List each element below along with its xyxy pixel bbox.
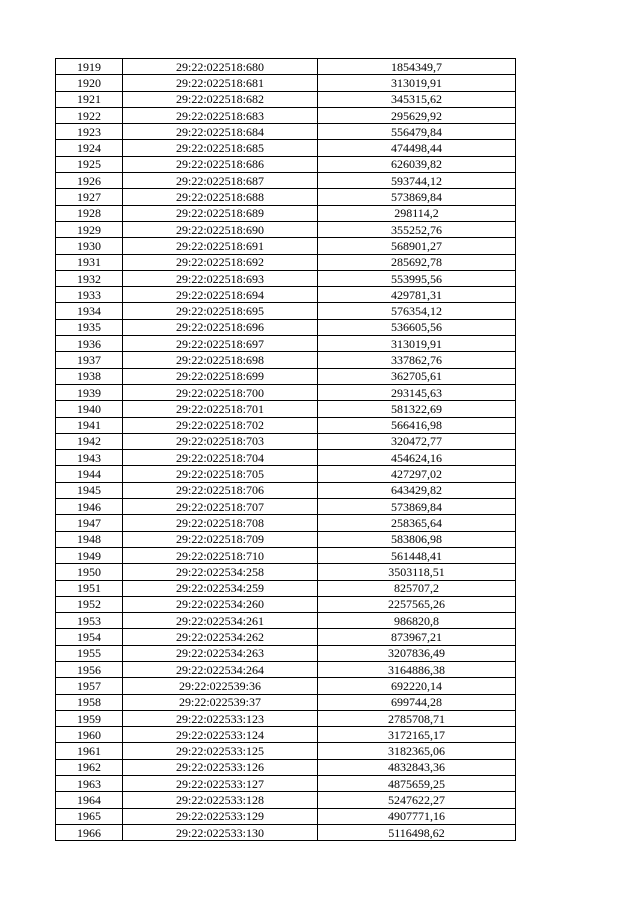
cadastral-number-cell: 29:22:022518:707 — [123, 499, 318, 515]
value-cell: 626039,82 — [318, 156, 516, 172]
cadastral-number-cell: 29:22:022518:701 — [123, 401, 318, 417]
row-number-cell: 1949 — [56, 547, 123, 563]
cadastral-number-cell: 29:22:022534:260 — [123, 596, 318, 612]
table-row — [56, 808, 516, 824]
row-number-cell: 1941 — [56, 417, 123, 433]
table-row — [56, 384, 516, 400]
row-number-cell: 1953 — [56, 613, 123, 629]
row-number-cell: 1944 — [56, 466, 123, 482]
cadastral-value-table — [55, 58, 516, 841]
value-cell: 258365,64 — [318, 515, 516, 531]
row-number-cell: 1924 — [56, 140, 123, 156]
value-cell: 825707,2 — [318, 580, 516, 596]
value-cell: 873967,21 — [318, 629, 516, 645]
cadastral-number-cell: 29:22:022533:129 — [123, 808, 318, 824]
table-row — [56, 466, 516, 482]
cadastral-number-cell: 29:22:022534:262 — [123, 629, 318, 645]
table-row — [56, 433, 516, 449]
table-row — [56, 792, 516, 808]
table-row — [56, 287, 516, 303]
value-cell: 5247622,27 — [318, 792, 516, 808]
cadastral-number-cell: 29:22:022533:128 — [123, 792, 318, 808]
table-row — [56, 156, 516, 172]
cadastral-number-cell: 29:22:022518:709 — [123, 531, 318, 547]
table-row — [56, 547, 516, 563]
cadastral-number-cell: 29:22:022518:690 — [123, 221, 318, 237]
cadastral-number-cell: 29:22:022533:124 — [123, 727, 318, 743]
cadastral-number-cell: 29:22:022518:704 — [123, 450, 318, 466]
row-number-cell: 1921 — [56, 91, 123, 107]
cadastral-number-cell: 29:22:022534:259 — [123, 580, 318, 596]
table-row — [56, 189, 516, 205]
value-cell: 576354,12 — [318, 303, 516, 319]
value-cell: 2785708,71 — [318, 710, 516, 726]
value-cell: 553995,56 — [318, 270, 516, 286]
cadastral-number-cell: 29:22:022518:689 — [123, 205, 318, 221]
table-row — [56, 75, 516, 91]
value-cell: 3172165,17 — [318, 727, 516, 743]
row-number-cell: 1932 — [56, 270, 123, 286]
table-row — [56, 91, 516, 107]
value-cell: 295629,92 — [318, 107, 516, 123]
row-number-cell: 1931 — [56, 254, 123, 270]
row-number-cell: 1938 — [56, 368, 123, 384]
cadastral-number-cell: 29:22:022518:700 — [123, 384, 318, 400]
row-number-cell: 1950 — [56, 564, 123, 580]
row-number-cell: 1934 — [56, 303, 123, 319]
cadastral-number-cell: 29:22:022518:687 — [123, 173, 318, 189]
row-number-cell: 1964 — [56, 792, 123, 808]
cadastral-number-cell: 29:22:022518:692 — [123, 254, 318, 270]
cadastral-number-cell: 29:22:022518:699 — [123, 368, 318, 384]
row-number-cell: 1929 — [56, 221, 123, 237]
row-number-cell: 1943 — [56, 450, 123, 466]
value-cell: 3207836,49 — [318, 645, 516, 661]
table-row — [56, 368, 516, 384]
table-row — [56, 238, 516, 254]
value-cell: 573869,84 — [318, 499, 516, 515]
cadastral-number-cell: 29:22:022518:684 — [123, 124, 318, 140]
value-cell: 362705,61 — [318, 368, 516, 384]
value-cell: 699744,28 — [318, 694, 516, 710]
cadastral-number-cell: 29:22:022534:263 — [123, 645, 318, 661]
cadastral-number-cell: 29:22:022539:37 — [123, 694, 318, 710]
value-cell: 454624,16 — [318, 450, 516, 466]
row-number-cell: 1955 — [56, 645, 123, 661]
table-row — [56, 759, 516, 775]
table-row — [56, 727, 516, 743]
cadastral-number-cell: 29:22:022534:258 — [123, 564, 318, 580]
cadastral-number-cell: 29:22:022518:688 — [123, 189, 318, 205]
row-number-cell: 1925 — [56, 156, 123, 172]
row-number-cell: 1958 — [56, 694, 123, 710]
cadastral-number-cell: 29:22:022518:683 — [123, 107, 318, 123]
cadastral-number-cell: 29:22:022518:681 — [123, 75, 318, 91]
value-cell: 986820,8 — [318, 613, 516, 629]
cadastral-number-cell: 29:22:022534:261 — [123, 613, 318, 629]
table-row — [56, 776, 516, 792]
value-cell: 5116498,62 — [318, 824, 516, 840]
row-number-cell: 1923 — [56, 124, 123, 140]
value-cell: 566416,98 — [318, 417, 516, 433]
row-number-cell: 1946 — [56, 499, 123, 515]
row-number-cell: 1937 — [56, 352, 123, 368]
cadastral-number-cell: 29:22:022518:680 — [123, 59, 318, 75]
table-row — [56, 205, 516, 221]
table-row — [56, 743, 516, 759]
cadastral-number-cell: 29:22:022533:123 — [123, 710, 318, 726]
table-row — [56, 140, 516, 156]
table-row — [56, 613, 516, 629]
cadastral-number-cell: 29:22:022518:685 — [123, 140, 318, 156]
table-row — [56, 254, 516, 270]
row-number-cell: 1965 — [56, 808, 123, 824]
row-number-cell: 1961 — [56, 743, 123, 759]
table-row — [56, 580, 516, 596]
table-row — [56, 450, 516, 466]
row-number-cell: 1960 — [56, 727, 123, 743]
table-body — [56, 59, 516, 841]
cadastral-number-cell: 29:22:022518:702 — [123, 417, 318, 433]
row-number-cell: 1919 — [56, 59, 123, 75]
value-cell: 573869,84 — [318, 189, 516, 205]
value-cell: 4875659,25 — [318, 776, 516, 792]
value-cell: 429781,31 — [318, 287, 516, 303]
cadastral-number-cell: 29:22:022518:698 — [123, 352, 318, 368]
cadastral-number-cell: 29:22:022533:127 — [123, 776, 318, 792]
value-cell: 581322,69 — [318, 401, 516, 417]
row-number-cell: 1920 — [56, 75, 123, 91]
table-row — [56, 270, 516, 286]
cadastral-number-cell: 29:22:022518:705 — [123, 466, 318, 482]
table-row — [56, 417, 516, 433]
table-row — [56, 824, 516, 840]
table-row — [56, 645, 516, 661]
row-number-cell: 1939 — [56, 384, 123, 400]
row-number-cell: 1935 — [56, 319, 123, 335]
row-number-cell: 1933 — [56, 287, 123, 303]
value-cell: 4907771,16 — [318, 808, 516, 824]
cadastral-number-cell: 29:22:022518:693 — [123, 270, 318, 286]
table-row — [56, 107, 516, 123]
value-cell: 536605,56 — [318, 319, 516, 335]
row-number-cell: 1936 — [56, 336, 123, 352]
table-row — [56, 482, 516, 498]
value-cell: 313019,91 — [318, 75, 516, 91]
cadastral-number-cell: 29:22:022518:682 — [123, 91, 318, 107]
value-cell: 2257565,26 — [318, 596, 516, 612]
cadastral-number-cell: 29:22:022533:130 — [123, 824, 318, 840]
table-row — [56, 124, 516, 140]
row-number-cell: 1956 — [56, 661, 123, 677]
row-number-cell: 1966 — [56, 824, 123, 840]
value-cell: 427297,02 — [318, 466, 516, 482]
cadastral-number-cell: 29:22:022518:703 — [123, 433, 318, 449]
table-row — [56, 499, 516, 515]
value-cell: 4832843,36 — [318, 759, 516, 775]
value-cell: 561448,41 — [318, 547, 516, 563]
row-number-cell: 1942 — [56, 433, 123, 449]
value-cell: 593744,12 — [318, 173, 516, 189]
table-row — [56, 336, 516, 352]
row-number-cell: 1947 — [56, 515, 123, 531]
value-cell: 3164886,38 — [318, 661, 516, 677]
table-row — [56, 221, 516, 237]
table-row — [56, 303, 516, 319]
value-cell: 3182365,06 — [318, 743, 516, 759]
cadastral-number-cell: 29:22:022539:36 — [123, 678, 318, 694]
row-number-cell: 1954 — [56, 629, 123, 645]
table-row — [56, 564, 516, 580]
cadastral-number-cell: 29:22:022518:696 — [123, 319, 318, 335]
row-number-cell: 1951 — [56, 580, 123, 596]
value-cell: 298114,2 — [318, 205, 516, 221]
row-number-cell: 1952 — [56, 596, 123, 612]
table-row — [56, 596, 516, 612]
value-cell: 355252,76 — [318, 221, 516, 237]
row-number-cell: 1928 — [56, 205, 123, 221]
row-number-cell: 1959 — [56, 710, 123, 726]
row-number-cell: 1963 — [56, 776, 123, 792]
row-number-cell: 1948 — [56, 531, 123, 547]
value-cell: 320472,77 — [318, 433, 516, 449]
table-row — [56, 531, 516, 547]
table-row — [56, 59, 516, 75]
row-number-cell: 1957 — [56, 678, 123, 694]
value-cell: 474498,44 — [318, 140, 516, 156]
value-cell: 285692,78 — [318, 254, 516, 270]
cadastral-number-cell: 29:22:022518:710 — [123, 547, 318, 563]
value-cell: 337862,76 — [318, 352, 516, 368]
table-row — [56, 694, 516, 710]
table-row — [56, 678, 516, 694]
cadastral-number-cell: 29:22:022533:126 — [123, 759, 318, 775]
cadastral-number-cell: 29:22:022518:691 — [123, 238, 318, 254]
value-cell: 583806,98 — [318, 531, 516, 547]
value-cell: 556479,84 — [318, 124, 516, 140]
table-row — [56, 710, 516, 726]
table-row — [56, 319, 516, 335]
cadastral-number-cell: 29:22:022518:686 — [123, 156, 318, 172]
cadastral-number-cell: 29:22:022518:697 — [123, 336, 318, 352]
cadastral-number-cell: 29:22:022534:264 — [123, 661, 318, 677]
row-number-cell: 1927 — [56, 189, 123, 205]
cadastral-number-cell: 29:22:022533:125 — [123, 743, 318, 759]
value-cell: 643429,82 — [318, 482, 516, 498]
value-cell: 293145,63 — [318, 384, 516, 400]
value-cell: 3503118,51 — [318, 564, 516, 580]
cadastral-number-cell: 29:22:022518:695 — [123, 303, 318, 319]
row-number-cell: 1930 — [56, 238, 123, 254]
row-number-cell: 1922 — [56, 107, 123, 123]
value-cell: 692220,14 — [318, 678, 516, 694]
value-cell: 313019,91 — [318, 336, 516, 352]
table-row — [56, 352, 516, 368]
table-row — [56, 661, 516, 677]
table-row — [56, 515, 516, 531]
value-cell: 1854349,7 — [318, 59, 516, 75]
row-number-cell: 1926 — [56, 173, 123, 189]
value-cell: 568901,27 — [318, 238, 516, 254]
cadastral-number-cell: 29:22:022518:706 — [123, 482, 318, 498]
cadastral-number-cell: 29:22:022518:694 — [123, 287, 318, 303]
table-row — [56, 401, 516, 417]
table-row — [56, 629, 516, 645]
row-number-cell: 1962 — [56, 759, 123, 775]
cadastral-number-cell: 29:22:022518:708 — [123, 515, 318, 531]
row-number-cell: 1940 — [56, 401, 123, 417]
row-number-cell: 1945 — [56, 482, 123, 498]
value-cell: 345315,62 — [318, 91, 516, 107]
table-row — [56, 173, 516, 189]
